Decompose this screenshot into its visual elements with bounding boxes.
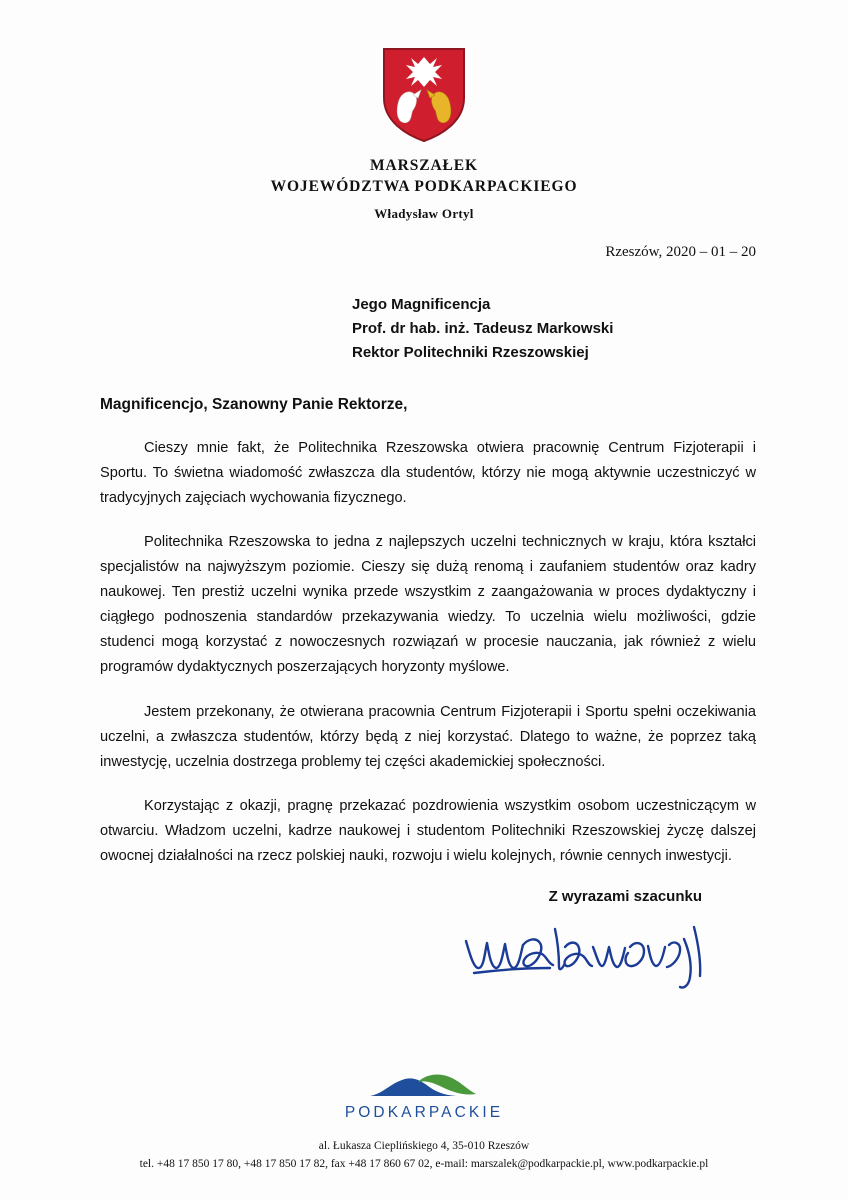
letterhead-title <box>0 156 848 198</box>
body-paragraph: Politechnika Rzeszowska to jedna z najlepszych uczelni technicznych w kraju, która kształci specjalistów na najwyższym poziomie. Cieszy się dużą renomą i zaufaniem studentów oraz kadry naukowej. Ten prestiż uczelni wynika przede wszystkim z zaangażowania w proces dydaktyczny i ciągłego podnoszenia standardów przekazywania wiedzy. To uczelnia wielu możliwości, gdzie studenci mogą korzystać z nowoczesnych rozwiązań w procesie nauczania, jak również z wielu programów dydaktycznych poszerzających horyzonty myślowe. <box>100 534 756 676</box>
addressee-block <box>0 293 848 366</box>
footer-contact: tel. +48 17 850 17 80, +48 17 850 17 82, fax +48 17 860 67 02, e-mail: marszalek@podkarpackie.pl, www.podkarpackie.pl <box>139 1158 709 1171</box>
closing-phrase: Z wyrazami szacunku <box>548 888 702 906</box>
addressee-line-3: Rektor Politechniki Rzeszowskiej <box>352 344 589 362</box>
addressee-line-2: Prof. dr hab. inż. Tadeusz Markowski <box>352 320 614 338</box>
body-paragraph: Cieszy mnie fakt, że Politechnika Rzeszowska otwiera pracownię Centrum Fizjoterapii i Sportu. To świetna wiadomość zwłaszcza dla studentów, którzy nie mogą aktywnie uczestniczyć w tradycyjnych zajęciach wychowania fizycznego. <box>100 439 756 506</box>
signature-area <box>0 905 848 1015</box>
letterhead-title-line2: WOJEWÓDZTWA PODKARPACKIEGO <box>270 177 578 195</box>
salutation: Magnificencjo, Szanowny Panie Rektorze, <box>100 395 408 413</box>
signature-icon <box>458 921 708 995</box>
letterhead <box>0 0 848 222</box>
podkarpackie-logo-text: PODKARPACKIE <box>344 1104 504 1122</box>
coat-of-arms-icon <box>380 46 468 144</box>
footer-address: al. Łukasza Cieplińskiego 4, 35-010 Rzeszów <box>318 1140 530 1153</box>
letter-body <box>0 436 848 869</box>
letter-date: Rzeszów, 2020 – 01 – 20 <box>605 243 756 260</box>
body-paragraph: Jestem przekonany, że otwierana pracownia Centrum Fizjoterapii i Sportu spełni oczekiwania uczelni, a zwłaszcza studentów, którzy będą z niej korzystać. Dlatego to ważne, że poprzez taką inwestycję, uczelnia dostrzega problemy tej części akademickiej społeczności. <box>100 703 756 770</box>
body-paragraph: Korzystając z okazji, pragnę przekazać pozdrowienia wszystkim osobom uczestniczącym w otwarciu. Władzom uczelni, kadrze naukowej i studentom Politechniki Rzeszowskiej życzę dalszej owocnej działalności na rzecz polskiej nauki, rozwoju i wielu kolejnych, równie cennych inwestycji. <box>100 797 756 865</box>
podkarpackie-logo-icon <box>364 1068 484 1102</box>
podkarpackie-logo <box>340 1068 508 1122</box>
letterhead-name: Władysław Ortyl <box>374 205 474 221</box>
footer <box>0 1068 848 1174</box>
letterhead-title-line1: MARSZAŁEK <box>369 157 478 174</box>
addressee-line-1: Jego Magnificencja <box>352 295 491 313</box>
